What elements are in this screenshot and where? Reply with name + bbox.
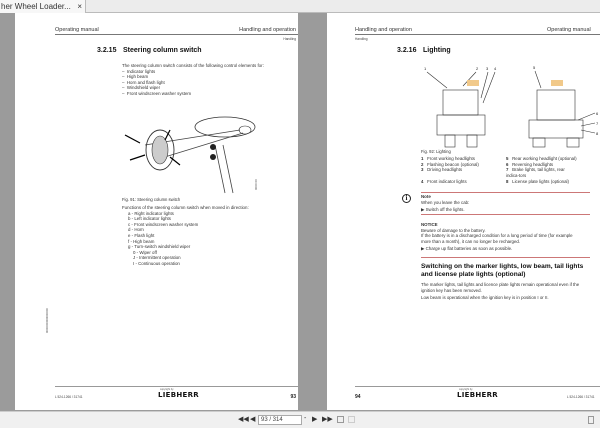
svg-text:8: 8 (596, 131, 599, 136)
list-item: b - Left indicator lights (128, 216, 171, 222)
side-code: 0000000000000000 (45, 308, 49, 333)
svg-text:4: 4 (494, 66, 497, 71)
list-item: g - Turn-switch windshield wiper (128, 244, 191, 250)
header-rule (55, 34, 298, 35)
close-tab-icon[interactable]: × (77, 2, 82, 11)
list-item: 0 - Wiper off (133, 249, 157, 255)
list-item: – Indicator lights (122, 68, 156, 74)
liebherr-logo: LIEBHERR (457, 391, 499, 399)
list-item: I - Continuous operation (133, 260, 180, 266)
first-page-button[interactable]: ◀◀ (238, 416, 249, 423)
footer-doc-number: L 524-1266 / 31741 (567, 395, 595, 399)
header-rule (355, 34, 600, 35)
page-94: Handling and operation Operating manual Handling 3.2.16 Lighting 1 2 3 4 5 6 7 8 Fig. 92: Lighting 1 Front working headlights 2 Flashing beacon (optional) 3 Driving headlights 4 Front indicator lights 5 Rear working headlight (optional) 6 Reversing headlights 7 Brake lights, tail lights, rear indica-tors 8 License plate lights (optional) i Note When you leave the cab: ▶ Switch off the lights. NOTICE Beware of damage to the battery. If the battery is in a discharged condition for a long period of time (for example more than a month), it can no longer be recharged. ▶ Charge up flat batteries as soon as possible. Switching on the marker lights, low beam, tail lights and license plate lights (optional) The marker lights, tail lights and licence plate lights remain operational even if the ignition key has been removed. Low beam is operational when the ignition key is in position I or II. 94 copyright by LIEBHERR L 524-1266 / 31741 (327, 13, 600, 410)
svg-text:3: 3 (486, 66, 489, 71)
list-item: – High beam (122, 74, 149, 80)
footer-rule (55, 386, 298, 387)
list-item: f - High beam (128, 238, 155, 244)
panel-toggle-icon[interactable] (588, 416, 594, 424)
header-sub: Handling (355, 37, 368, 41)
next-page-button[interactable]: ▶ (312, 416, 318, 423)
footer-doc-number: L 524-1266 / 31741 (55, 395, 83, 399)
notice-box: NOTICE Beware of damage to the battery. If the battery is in a discharged condition for a long period of time (for example more than a month), it can no longer be recharged. ▶ Charge up flat batteries as soon as possible. (421, 222, 573, 252)
page-number-input[interactable]: 93 / 314 (258, 415, 302, 425)
liebherr-logo: LIEBHERR (158, 391, 200, 399)
last-page-button[interactable]: ▶▶ (322, 416, 333, 423)
svg-text:1: 1 (424, 66, 427, 71)
logo-caption: copyright by (459, 388, 473, 391)
svg-text:0000 00: 0000 00 (254, 179, 258, 190)
functions-list: Functions of the steering column switch when moved in direction: a - Right indicator lights b - Left indicator lights c - Front windscreen washer system d - Horn e - Flash light f - High beam g - Turn-switch windshield wiper 0 - Wiper off J - Intermittent operation I - Continuous operation (122, 205, 249, 266)
list-item: – Front windscreen washer system (122, 90, 192, 96)
body-text: The marker lights, tail lights and licence plate lights remain operational even if the ignition key has been removed. Low beam is operational when the ignition key is in position I or II. (421, 282, 580, 301)
section-title: Steering column switch (123, 47, 202, 54)
tab-title: her Wheel Loader... (1, 2, 71, 11)
figure-caption: Fig. 92: Lighting (421, 149, 451, 154)
header-left: Handling and operation (355, 27, 412, 33)
svg-text:5: 5 (533, 65, 536, 70)
page-number: 93 (290, 394, 296, 400)
list-item: c - Front windscreen washer system (128, 221, 199, 227)
header-left: Operating manual (55, 27, 99, 33)
list-item: – Horn and flash light (122, 79, 165, 85)
lighting-figure (423, 58, 600, 148)
header-sub: Handling (283, 37, 296, 41)
notice-rule-bottom (421, 257, 590, 258)
note-rule-bottom (421, 214, 590, 215)
info-icon: i (402, 194, 411, 203)
list-item: d - Horn (128, 227, 144, 233)
navigation-toolbar (0, 411, 600, 428)
document-tab[interactable] (0, 0, 86, 13)
section-title: Lighting (423, 47, 451, 54)
figure-caption: Fig. 91: Steering column switch (122, 197, 181, 202)
tab-bar (0, 0, 600, 13)
svg-text:2: 2 (476, 66, 479, 71)
note-box: Note When you leave the cab: ▶ Switch off the lights. (421, 194, 470, 213)
list-item: – Windshield wiper (122, 85, 161, 91)
footer-rule (355, 386, 600, 387)
steering-column-switch-figure (115, 105, 265, 195)
section-number: 3.2.16 (397, 47, 417, 54)
list-item: a - Right indicator lights (128, 210, 174, 216)
page-93 (15, 13, 298, 410)
section-number: 3.2.15 (97, 47, 117, 54)
single-page-view-icon[interactable] (348, 416, 355, 423)
page-number: 94 (355, 394, 361, 400)
svg-text:7: 7 (596, 121, 599, 126)
header-right: Handling and operation (239, 27, 296, 33)
svg-text:6: 6 (596, 111, 599, 116)
list-item: e - Flash light (128, 232, 155, 238)
intro-text: The steering column switch consists of the following control elements for: – Indicator lights – High beam – Horn and flash light – Windshield wiper – Front windscreen washer system (122, 63, 264, 96)
note-rule-top (421, 192, 590, 193)
list-item: J - Intermittent operation (133, 255, 181, 261)
header-right: Operating manual (547, 27, 591, 33)
prev-page-button[interactable]: ◀ (250, 416, 256, 423)
two-page-view-icon[interactable] (337, 416, 344, 423)
logo-caption: copyright by (160, 388, 174, 391)
page-dropdown[interactable]: - (304, 415, 307, 422)
subheading: Switching on the marker lights, low beam, tail lights and license plate lights (optional) (421, 263, 584, 278)
